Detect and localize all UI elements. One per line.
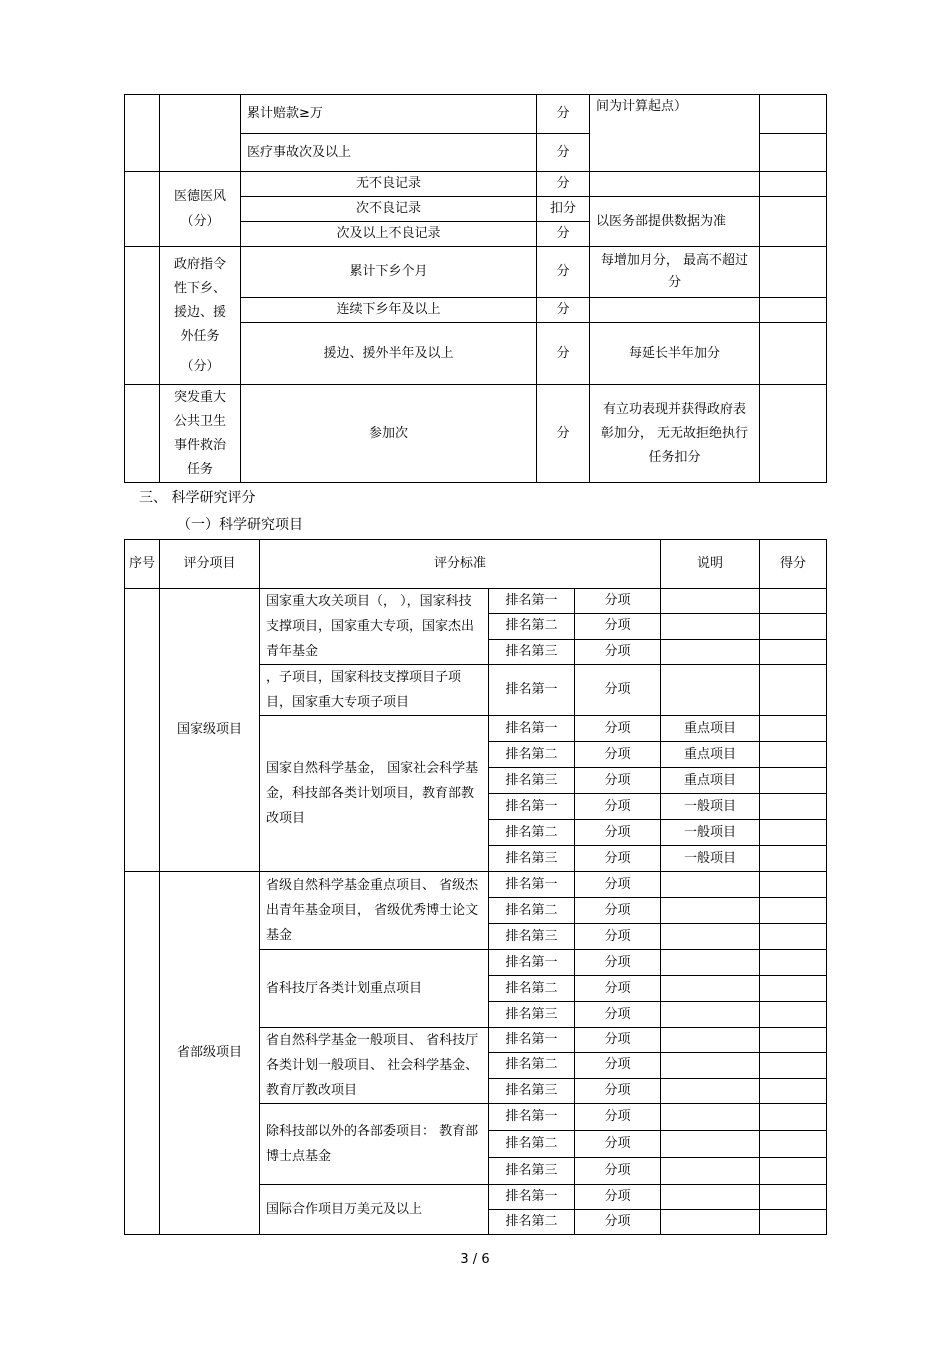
rank-cell: 排名第一 <box>489 589 575 614</box>
points-cell: 分项 <box>575 898 661 924</box>
category-line: 事件救治 <box>173 437 226 453</box>
note-cell <box>590 298 760 323</box>
desc-cell <box>661 1158 760 1185</box>
criteria-cell: 无不良记录 <box>241 172 537 197</box>
criteria-cell: 累计下乡个月 <box>241 247 537 298</box>
score-cell <box>760 1002 827 1028</box>
desc-cell <box>661 872 760 898</box>
header-score: 得分 <box>760 540 827 589</box>
rank-cell: 排名第一 <box>489 1028 575 1053</box>
score-cell <box>760 768 827 794</box>
category-line: 任务 <box>186 461 213 477</box>
rank-cell: 排名第三 <box>489 1078 575 1103</box>
criteria-cell: 次不良记录 <box>241 197 537 222</box>
points-cell: 分项 <box>575 1131 661 1158</box>
note-cell: 每增加月分， 最高不超过分 <box>590 247 760 298</box>
score-cell <box>760 794 827 820</box>
header-criteria: 评分标准 <box>260 540 661 589</box>
score-cell: 分 <box>537 95 590 134</box>
points-cell: 分项 <box>575 1002 661 1028</box>
criteria-cell: 连续下乡年及以上 <box>241 298 537 323</box>
desc-cell <box>661 1002 760 1028</box>
rank-cell: 排名第三 <box>489 639 575 664</box>
desc-cell <box>661 1028 760 1053</box>
score-cell <box>760 950 827 976</box>
score-cell <box>760 1185 827 1210</box>
evaluation-table-continued <box>124 94 827 483</box>
score-cell <box>760 1158 827 1185</box>
points-cell <box>760 172 827 197</box>
desc-cell <box>661 1131 760 1158</box>
category-line: 公共卫生 <box>173 413 226 429</box>
rank-cell: 排名第二 <box>489 742 575 768</box>
category-line: 性下乡、 <box>173 280 226 296</box>
seq-cell <box>125 385 160 483</box>
desc-cell <box>661 1104 760 1131</box>
rank-cell: 排名第二 <box>489 820 575 846</box>
points-cell: 分项 <box>575 1053 661 1078</box>
points-cell: 分项 <box>575 950 661 976</box>
score-cell: 分 <box>537 222 590 247</box>
points-cell: 分项 <box>575 1158 661 1185</box>
score-cell <box>760 820 827 846</box>
points-cell <box>760 323 827 385</box>
desc-cell: 重点项目 <box>661 742 760 768</box>
score-cell: 分 <box>537 298 590 323</box>
section-heading: 三、 科学研究评分 <box>139 490 256 506</box>
header-desc: 说明 <box>661 540 760 589</box>
desc-cell <box>661 639 760 664</box>
criteria-text: 省自然科学基金一般项目、 省科技厅各类计划一般项目、 社会科学基金、教育厅教改项目 <box>260 1028 489 1104</box>
category-cell <box>160 247 241 385</box>
desc-cell <box>661 924 760 950</box>
rank-cell: 排名第一 <box>489 872 575 898</box>
score-cell <box>760 924 827 950</box>
category-cell <box>160 385 241 483</box>
criteria-cell: 医疗事故次及以上 <box>241 134 537 172</box>
criteria-cell: 次及以上不良记录 <box>241 222 537 247</box>
score-cell <box>760 589 827 614</box>
rank-cell: 排名第一 <box>489 950 575 976</box>
rank-cell: 排名第三 <box>489 1002 575 1028</box>
rank-cell: 排名第一 <box>489 716 575 742</box>
score-cell <box>760 1078 827 1103</box>
score-cell <box>760 1131 827 1158</box>
points-cell: 分项 <box>575 665 661 716</box>
desc-cell <box>661 665 760 716</box>
score-cell: 分 <box>537 385 590 483</box>
rank-cell: 排名第二 <box>489 1053 575 1078</box>
points-cell <box>760 134 827 172</box>
points-cell: 分项 <box>575 716 661 742</box>
desc-cell <box>661 614 760 639</box>
desc-cell <box>661 1053 760 1078</box>
desc-cell <box>661 1078 760 1103</box>
criteria-text: 国际合作项目万美元及以上 <box>260 1185 489 1235</box>
score-cell <box>760 1053 827 1078</box>
points-cell: 分项 <box>575 742 661 768</box>
points-cell: 分项 <box>575 1185 661 1210</box>
category-provincial: 省部级项目 <box>160 872 260 1235</box>
points-cell: 分项 <box>575 768 661 794</box>
category-line: 外任务 <box>180 328 220 344</box>
criteria-text: 国家自然科学基金， 国家社会科学基金，科技部各类计划项目，教育部教改项目 <box>260 716 489 872</box>
score-cell <box>760 1104 827 1131</box>
desc-cell <box>661 589 760 614</box>
score-cell <box>760 872 827 898</box>
points-cell: 分项 <box>575 639 661 664</box>
score-cell: 分 <box>537 323 590 385</box>
rank-cell: 排名第二 <box>489 1210 575 1235</box>
rank-cell: 排名第三 <box>489 1158 575 1185</box>
points-cell: 分项 <box>575 614 661 639</box>
points-cell <box>760 385 827 483</box>
rank-cell: 排名第二 <box>489 976 575 1002</box>
criteria-text: 除科技部以外的各部委项目： 教育部博士点基金 <box>260 1104 489 1185</box>
points-cell: 分项 <box>575 846 661 872</box>
category-line: （分） <box>180 358 220 374</box>
score-cell <box>760 1028 827 1053</box>
header-item: 评分项目 <box>160 540 260 589</box>
category-line: 政府指令 <box>173 256 226 272</box>
category-cell: 医德医风（分） <box>160 172 241 247</box>
score-cell: 扣分 <box>537 197 590 222</box>
score-cell <box>760 639 827 664</box>
rank-cell: 排名第一 <box>489 1185 575 1210</box>
header-seq: 序号 <box>125 540 160 589</box>
desc-cell: 一般项目 <box>661 820 760 846</box>
criteria-cell: 援边、援外半年及以上 <box>241 323 537 385</box>
rank-cell: 排名第一 <box>489 665 575 716</box>
category-national: 国家级项目 <box>160 589 260 872</box>
points-cell: 分项 <box>575 794 661 820</box>
page-number: 3 / 6 <box>460 1252 490 1267</box>
criteria-cell: 累计赔款≥万 <box>241 95 537 134</box>
points-cell <box>760 247 827 298</box>
desc-cell <box>661 976 760 1002</box>
score-cell <box>760 716 827 742</box>
note-cell <box>590 172 760 197</box>
rank-cell: 排名第二 <box>489 614 575 639</box>
points-cell: 分项 <box>575 589 661 614</box>
seq-cell <box>125 95 160 172</box>
criteria-cell: 参加次 <box>241 385 537 483</box>
score-cell <box>760 846 827 872</box>
score-cell <box>760 1210 827 1235</box>
points-cell: 分项 <box>575 1078 661 1103</box>
points-cell <box>760 95 827 134</box>
rank-cell: 排名第一 <box>489 794 575 820</box>
rank-cell: 排名第三 <box>489 924 575 950</box>
rank-cell: 排名第二 <box>489 1131 575 1158</box>
seq-cell <box>125 589 160 872</box>
criteria-text: 省科技厅各类计划重点项目 <box>260 950 489 1028</box>
note-cell: 每延长半年加分 <box>590 323 760 385</box>
score-cell <box>760 742 827 768</box>
subsection-heading: （一）科学研究项目 <box>177 517 303 533</box>
note-cell: 间为计算起点） <box>590 95 760 172</box>
score-cell: 分 <box>537 172 590 197</box>
points-cell <box>760 197 827 247</box>
score-cell <box>760 665 827 716</box>
points-cell: 分项 <box>575 872 661 898</box>
desc-cell: 重点项目 <box>661 716 760 742</box>
points-cell <box>760 298 827 323</box>
research-projects-table <box>124 539 827 1235</box>
note-cell: 以医务部提供数据为准 <box>590 197 760 247</box>
category-line: 援边、援 <box>173 304 226 320</box>
score-cell: 分 <box>537 247 590 298</box>
points-cell: 分项 <box>575 1210 661 1235</box>
score-cell <box>760 976 827 1002</box>
criteria-text: 省级自然科学基金重点项目、 省级杰出青年基金项目， 省级优秀博士论文基金 <box>260 872 489 950</box>
rank-cell: 排名第二 <box>489 898 575 924</box>
seq-cell <box>125 247 160 385</box>
points-cell: 分项 <box>575 976 661 1002</box>
points-cell: 分项 <box>575 820 661 846</box>
rank-cell: 排名第三 <box>489 768 575 794</box>
desc-cell <box>661 898 760 924</box>
points-cell: 分项 <box>575 1104 661 1131</box>
points-cell: 分项 <box>575 1028 661 1053</box>
points-cell: 分项 <box>575 924 661 950</box>
category-cell <box>160 95 241 172</box>
score-cell <box>760 614 827 639</box>
note-cell: 有立功表现并获得政府表彰加分， 无无故拒绝执行任务扣分 <box>590 385 760 483</box>
score-cell: 分 <box>537 134 590 172</box>
rank-cell: 排名第三 <box>489 846 575 872</box>
seq-cell <box>125 872 160 1235</box>
criteria-text: ，子项目，国家科技支撑项目子项目，国家重大专项子项目 <box>260 665 489 716</box>
category-line: 突发重大 <box>173 389 226 405</box>
desc-cell <box>661 950 760 976</box>
desc-cell: 一般项目 <box>661 794 760 820</box>
rank-cell: 排名第一 <box>489 1104 575 1131</box>
desc-cell: 重点项目 <box>661 768 760 794</box>
desc-cell <box>661 1210 760 1235</box>
criteria-text: 国家重大攻关项目（， ），国家科技支撑项目，国家重大专项，国家杰出青年基金 <box>260 589 489 665</box>
score-cell <box>760 898 827 924</box>
desc-cell: 一般项目 <box>661 846 760 872</box>
desc-cell <box>661 1185 760 1210</box>
seq-cell <box>125 172 160 247</box>
